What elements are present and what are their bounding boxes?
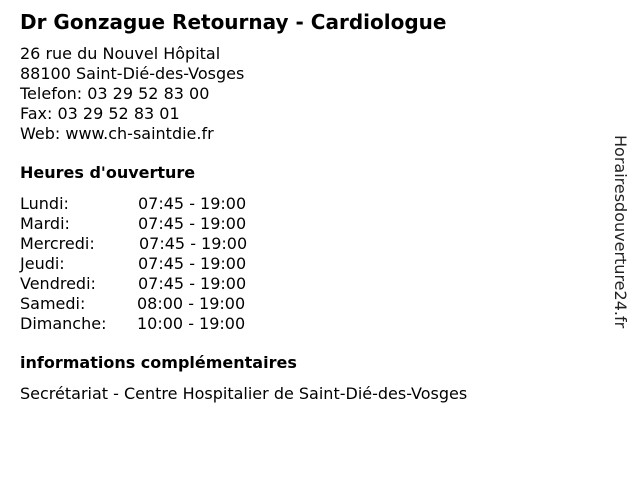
info-text: Secrétariat - Centre Hospitalier de Saint-Dié-des-Vosges	[20, 384, 468, 403]
day-label: Mercredi:	[20, 234, 95, 253]
phone-number: Telefon: 03 29 52 83 00	[20, 84, 210, 103]
time-range: 07:45 - 19:00	[138, 254, 247, 273]
day-label: Lundi:	[20, 194, 69, 213]
hours-table	[20, 194, 280, 334]
hours-row-thursday	[20, 254, 280, 274]
street-address: 26 rue du Nouvel Hôpital	[20, 44, 221, 63]
day-label: Mardi:	[20, 214, 70, 233]
contact-block	[20, 44, 244, 144]
time-range: 07:45 - 19:00	[139, 234, 248, 253]
time-range: 07:45 - 19:00	[138, 214, 247, 233]
hours-row-wednesday	[20, 234, 280, 254]
hours-row-sunday	[20, 314, 280, 334]
page-title: Dr Gonzague Retournay - Cardiologue	[20, 10, 447, 34]
hours-row-monday	[20, 194, 280, 214]
time-range: 10:00 - 19:00	[137, 314, 246, 333]
city-address: 88100 Saint-Dié-des-Vosges	[20, 64, 245, 83]
info-heading: informations complémentaires	[20, 353, 297, 372]
site-watermark: Horairesdouverture24.fr	[611, 135, 630, 329]
time-range: 08:00 - 19:00	[137, 294, 246, 313]
hours-heading: Heures d'ouverture	[20, 163, 196, 182]
hours-row-friday	[20, 274, 280, 294]
day-label: Dimanche:	[20, 314, 107, 333]
website: Web: www.ch-saintdie.fr	[20, 124, 214, 143]
day-label: Jeudi:	[20, 254, 65, 273]
day-label: Samedi:	[20, 294, 86, 313]
fax-number: Fax: 03 29 52 83 01	[20, 104, 180, 123]
hours-row-saturday	[20, 294, 280, 314]
day-label: Vendredi:	[20, 274, 96, 293]
time-range: 07:45 - 19:00	[138, 194, 247, 213]
time-range: 07:45 - 19:00	[138, 274, 247, 293]
hours-row-tuesday	[20, 214, 280, 234]
